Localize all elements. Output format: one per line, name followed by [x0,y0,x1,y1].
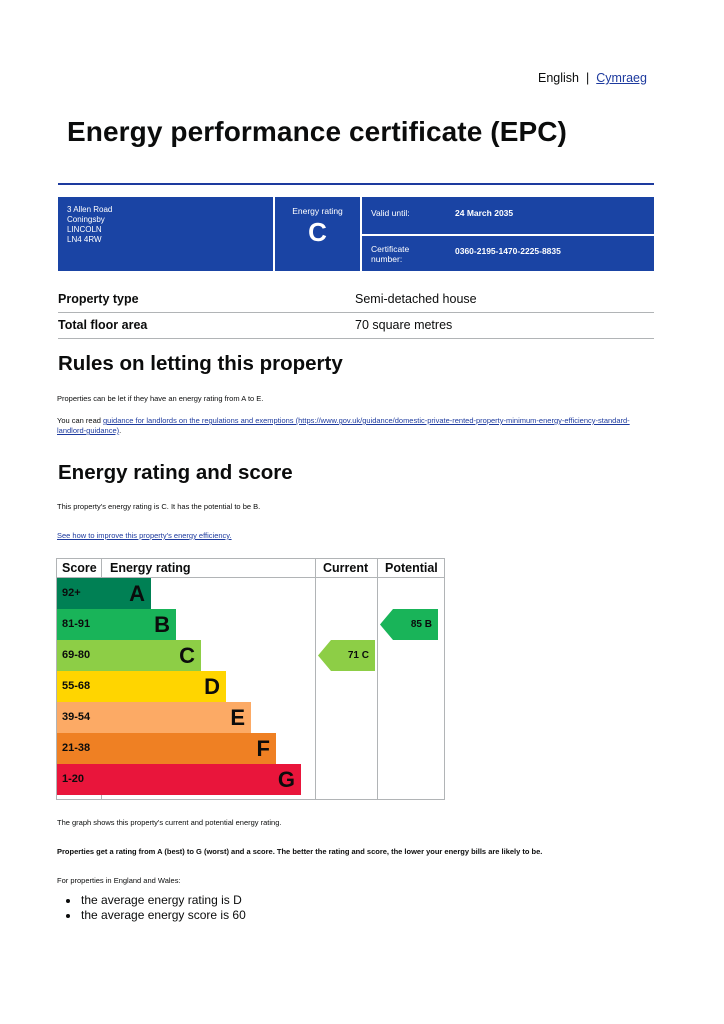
rating-explanation: Properties get a rating from A (best) to G (worst) and a score. The better the rating and score, the lower your energy bills are likely to be. [57,847,543,856]
property-type-value: Semi-detached house [355,292,477,306]
language-separator: | [586,71,590,85]
certificate-number-value: 0360-2195-1470-2225-8835 [455,246,561,256]
chart-header-potential: Potential [385,561,438,575]
band-score-range: 81-91 [57,609,101,640]
energy-rating-value: C [308,217,327,247]
improve-efficiency-link[interactable]: See how to improve this property's energy efficiency. [57,531,232,540]
chart-gridline [377,559,378,799]
band-bar [101,578,151,609]
address-line: LN4 4RW [67,235,102,244]
band-score-range: 69-80 [57,640,101,671]
property-type-label: Property type [58,292,139,306]
band-score-range: 92+ [57,578,101,609]
band-score-range: 21-38 [57,733,101,764]
title-divider [58,183,654,185]
guidance-suffix: . [119,426,122,435]
language-current: English [538,71,579,85]
band-letter: D [204,674,220,699]
band-bar [101,702,251,733]
rules-guidance-paragraph [57,416,657,436]
guidance-prefix: You can read [57,416,104,425]
chart-caption: The graph shows this property's current and potential energy rating. [57,818,282,827]
floor-area-label: Total floor area [58,318,148,332]
average-score-item: • the average energy score is 60 [80,908,246,923]
band-score-range: 55-68 [57,671,101,702]
energy-rating-paragraph: This property's energy rating is C. It has the potential to be B. [57,502,261,511]
band-letter: G [277,767,295,792]
property-type-row [58,286,654,313]
address-line: LINCOLN [67,225,102,234]
language-switcher [538,71,647,85]
average-list [62,893,246,923]
floor-area-value: 70 square metres [355,318,453,332]
band-score-range: 1-20 [57,764,101,795]
band-letter: E [230,705,245,730]
england-wales-intro: For properties in England and Wales: [57,876,181,885]
certificate-summary-panel [58,197,654,271]
chart-header-current: Current [323,561,369,575]
certificate-number-label: Certificate number: [371,244,410,264]
band-letter: F [256,736,270,761]
band-bar [101,733,276,764]
current-rating-pointer [318,640,375,671]
panel-divider [362,234,654,236]
average-rating-item: • the average energy rating is D [80,893,246,908]
floor-area-row [58,312,654,339]
band-bar [101,671,226,702]
energy-rating-label: Energy rating [292,206,343,216]
page-title: Energy performance certificate (EPC) [67,116,567,147]
current-rating-pointer-label: 71 C [347,650,369,661]
band-bar [101,764,301,795]
energy-rating-chart [56,558,445,800]
address-line: 3 Allen Road [67,205,113,214]
rules-paragraph: Properties can be let if they have an energy rating from A to E. [57,394,264,403]
valid-until-value: 24 March 2035 [455,208,514,218]
band-score-range: 39-54 [57,702,101,733]
address [67,205,112,245]
language-link-cymraeg[interactable]: Cymraeg [596,71,647,85]
band-bar [101,640,201,671]
band-bar [101,609,176,640]
band-letter: C [179,643,195,668]
potential-rating-pointer [380,609,438,640]
address-line: Coningsby [67,215,105,224]
energy-rating-heading: Energy rating and score [58,461,293,484]
chart-header-energy-rating: Energy rating [110,561,191,575]
valid-until-label: Valid until: [371,208,410,218]
chart-gridline [315,559,316,799]
chart-header-score: Score [62,561,97,575]
rules-heading: Rules on letting this property [58,352,343,375]
band-letter: A [129,581,145,606]
potential-rating-pointer-label: 85 B [410,619,432,630]
band-letter: B [154,612,170,637]
landlord-guidance-link[interactable]: guidance for landlords on the regulations and exemptions (https://www.gov.uk/guidance/domestic-private-rented-property-minimum-energy-efficiency-standard-landlord-guidance) [57,416,630,435]
